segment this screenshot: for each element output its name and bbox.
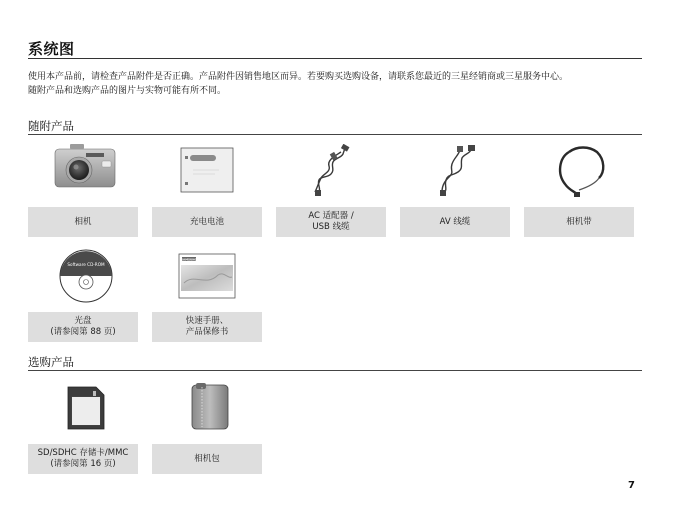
battery-icon	[179, 146, 235, 194]
cd-disc-label: Software CD-ROM	[67, 262, 105, 267]
item-label-camera: 相机	[28, 207, 138, 237]
page-title: 系统图	[28, 40, 75, 58]
intro-line: 使用本产品前，请检查产品附件是否正确。产品附件因销售地区而异。若要购买选购设备，请联系您最近的三星经销商或三星服务中心。	[28, 72, 569, 82]
page-number: 7	[628, 480, 635, 491]
item-label-ac-adapter-usb-cable: AC 适配器 / USB 线缆	[276, 207, 386, 237]
camera-case-icon	[188, 381, 232, 431]
section-divider	[28, 134, 642, 135]
intro-line: 随附产品和选购产品的图片与实物可能有所不同。	[28, 85, 227, 96]
item-label-battery: 充电电池	[152, 207, 262, 237]
camera-icon	[52, 143, 118, 193]
section-title-included: 随附产品	[28, 119, 74, 133]
item-label-av-cable: AV 线缆	[400, 207, 510, 237]
item-label-sd-card: SD/SDHC 存储卡/MMC (请参阅第 16 页)	[28, 444, 138, 474]
strap-icon	[555, 144, 611, 200]
sd-card-icon	[66, 385, 106, 431]
title-divider	[28, 58, 642, 59]
manual-icon	[178, 253, 236, 299]
cd-icon	[58, 248, 114, 304]
item-label-cd: 光盘 (请参阅第 88 页)	[28, 312, 138, 342]
item-label-camera-case: 相机包	[152, 444, 262, 474]
intro-text	[28, 71, 648, 98]
manual-brand-logo: SAMSUNG	[181, 257, 197, 262]
item-label-strap: 相机带	[524, 207, 634, 237]
av-cable-icon	[430, 144, 480, 198]
section-title-optional: 选购产品	[28, 355, 74, 369]
item-label-manual-warranty: 快速手册、 产品保修书	[152, 312, 262, 342]
usb-cable-icon	[305, 144, 355, 198]
section-divider	[28, 370, 642, 371]
